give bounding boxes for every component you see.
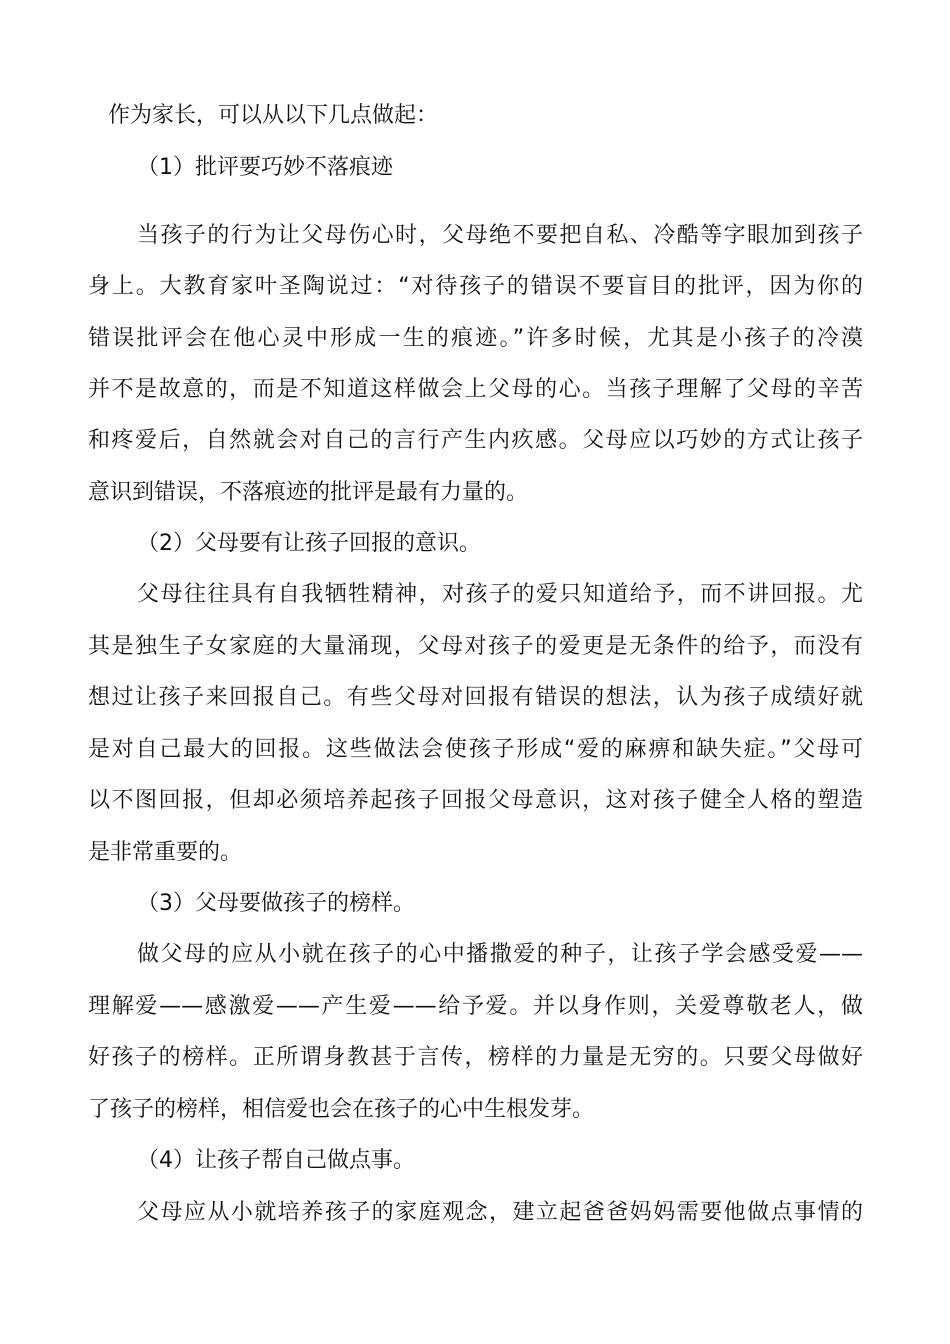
paragraph-line: 好孩子的榜样。正所谓身教甚于言传，榜样的力量是无穷的。只要父母做好 bbox=[88, 1045, 863, 1070]
paragraph-line: 当孩子的行为让父母伤心时，父母绝不要把自私、冷酷等字眼加到孩子 bbox=[137, 223, 863, 248]
section-heading-2: （2）父母要有让孩子回报的意识。 bbox=[137, 531, 481, 556]
paragraph-line: 是对自己最大的回报。这些做法会使孩子形成“爱的麻痹和缺失症。”父母可 bbox=[88, 737, 863, 762]
paragraph-line: 想过让孩子来回报自己。有些父母对回报有错误的想法，认为孩子成绩好就 bbox=[88, 685, 863, 710]
section-heading-4: （4）让孩子帮自己做点事。 bbox=[137, 1148, 415, 1173]
intro-text: 作为家长，可以从以下几点做起： bbox=[108, 103, 439, 128]
paragraph-line: 父母往往具有自我牺牲精神，对孩子的爱只知道给予，而不讲回报。尤 bbox=[137, 582, 863, 607]
section-heading-1: （1）批评要巧妙不落痕迹 bbox=[137, 155, 393, 180]
paragraph-line: 并不是故意的，而是不知道这样做会上父母的心。当孩子理解了父母的辛苦 bbox=[88, 377, 863, 402]
paragraph-line: 意识到错误，不落痕迹的批评是最有力量的。 bbox=[88, 480, 529, 505]
paragraph-line: 父母应从小就培养孩子的家庭观念，建立起爸爸妈妈需要他做点事情的 bbox=[137, 1200, 863, 1225]
paragraph-line: 做父母的应从小就在孩子的心中播撒爱的种子，让孩子学会感受爱—— bbox=[137, 942, 863, 967]
paragraph-line: 和疼爱后，自然就会对自己的言行产生内疚感。父母应以巧妙的方式让孩子 bbox=[88, 428, 863, 453]
paragraph-line: 是非常重要的。 bbox=[88, 840, 243, 865]
paragraph-line: 身上。大教育家叶圣陶说过：“对待孩子的错误不要盲目的批评，因为你的 bbox=[88, 274, 863, 299]
paragraph-line: 其是独生子女家庭的大量涌现，父母对孩子的爱更是无条件的给予，而没有 bbox=[88, 634, 863, 659]
section-heading-3: （3）父母要做孩子的榜样。 bbox=[137, 891, 415, 916]
paragraph-line: 错误批评会在他心灵中形成一生的痕迹。”许多时候，尤其是小孩子的冷漠 bbox=[88, 326, 863, 351]
paragraph-line: 理解爱——感激爱——产生爱——给予爱。并以身作则，关爱尊敬老人，做 bbox=[88, 994, 863, 1019]
paragraph-line: 以不图回报，但却必须培养起孩子回报父母意识，这对孩子健全人格的塑造 bbox=[88, 788, 863, 813]
paragraph-line: 了孩子的榜样，相信爱也会在孩子的心中生根发芽。 bbox=[88, 1097, 595, 1122]
